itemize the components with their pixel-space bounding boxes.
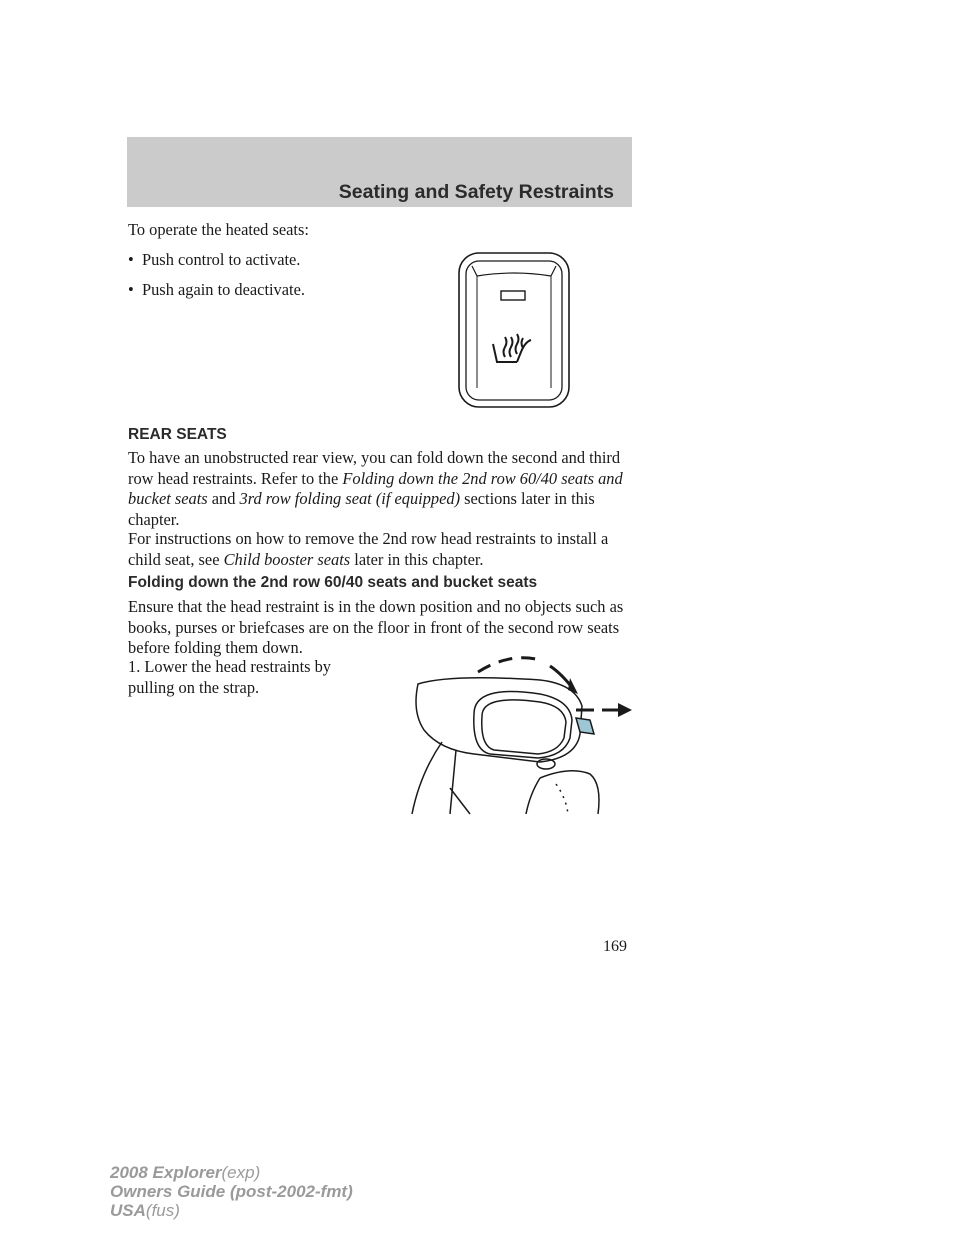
indicator-light <box>501 291 525 300</box>
bullet-dot: • <box>128 250 134 269</box>
cross-reference: Child booster seats <box>223 549 351 569</box>
step-1: 1. Lower the head restraints by pulling on the strap. <box>128 657 331 697</box>
heated-seats-intro: To operate the heated seats: <box>128 220 309 239</box>
section-heading-rear-seats: REAR SEATS <box>128 426 227 443</box>
text-run: sections later in this chapter. <box>128 489 595 529</box>
bullet-text: Push again to deactivate. <box>142 280 305 299</box>
footer-guide: Owners Guide (post-2002-fmt) <box>110 1182 353 1201</box>
cross-reference: Folding down the 2nd row 60/40 seats and bucket seats <box>128 468 623 509</box>
document-footer <box>110 1163 353 1220</box>
section-heading-folding: Folding down the 2nd row 60/40 seats and bucket seats <box>128 574 538 591</box>
bullet-item <box>128 280 305 300</box>
text-run: later in this chapter. <box>350 549 484 569</box>
text-run: For instructions on how to remove the 2nd row head restraints to install a child seat, see <box>128 529 609 569</box>
bullet-item <box>128 250 300 270</box>
head-restraint-figure <box>390 654 640 816</box>
footer-line <box>110 1201 353 1220</box>
text-run: and <box>207 489 240 509</box>
text-run: To have an unobstructed rear view, you can fold down the second and third row head restraints. Refer to the <box>128 448 621 488</box>
footer-code: (fus) <box>145 1201 180 1220</box>
page-number: 169 <box>603 938 627 955</box>
header-band <box>127 137 632 207</box>
child-seat-paragraph <box>128 529 638 570</box>
folding-paragraph: Ensure that the head restraint is in the down position and no objects such as books, purses or briefcases are on the floor in front of the second row seats before folding them down. <box>128 597 624 658</box>
cross-reference: 3rd row folding seat (if equipped) <box>239 489 461 509</box>
footer-market: USA <box>110 1201 146 1220</box>
rear-seats-paragraph <box>128 448 638 530</box>
heated-seat-icon <box>493 334 531 362</box>
section-title: Seating and Safety Restraints <box>338 181 614 203</box>
footer-line <box>110 1163 353 1182</box>
bullet-dot: • <box>128 280 134 299</box>
bullet-text: Push control to activate. <box>142 250 301 269</box>
footer-code: (exp) <box>221 1163 261 1182</box>
footer-model: 2008 Explorer <box>110 1163 222 1182</box>
footer-line <box>110 1182 353 1201</box>
heated-seat-control-figure <box>455 248 573 410</box>
